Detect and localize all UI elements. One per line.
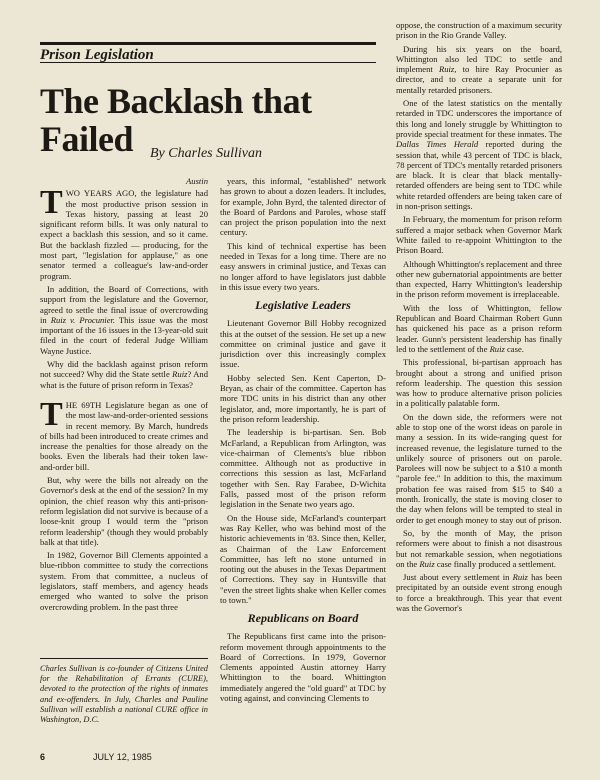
paragraph: Although Whittington's replacement and three other new gubernatorial appointments are better than expected, Harry Whittington's leadership in the prison reform movement is irreplaceable. [396,258,562,300]
paragraph [396,98,562,211]
paragraph: This professional, bi-partisan approach has brought about a strong and unified prison reform leadership. The question this session was how to produce alternative prison policies in a politically palatable form. [396,357,562,409]
paragraph: The leadership is bi-partisan. Sen. Bob McFarland, a Republican from Arlington, was vice-chairman of Clements's blue ribbon committee. Although not as productive in corrections this session as last, McFarland together with Sen. Ray Farabee, D-Wichita Falls, passed most of the prison reform legislation in the Senate two years ago. [220,427,386,510]
author-bio: Charles Sullivan is co-founder of Citizens United for the Rehabilitation of Errants (CURE), devoted to the protection of the rights of inmates and ex-offenders. In July, Charles and Pauline Sullivan will establish a national CURE office in Washington, D.C. [40,664,208,725]
paragraph: In 1982, Governor Bill Clements appointed a blue-ribbon committee to study the corrections system. From that committee, a nucleus of legislators, staff members, and agency heads emerged who wanted to solve the prison overcrowding problem. In the past three [40,550,208,612]
paragraph: years, this informal, "established" network has grown to about a dozen leaders. It includes, for example, John Byrd, the talented director of the Board of Pardons and Paroles, whose staff can project the prison population into the next century. [220,176,386,238]
case-name: Ruiz [512,572,528,583]
case-name: Ruiz v. Procunier. [50,314,116,325]
paragraph-text: Why did the backlash against prison reform not succeed? Why did the State settle [40,359,208,380]
paragraph: The Republicans first came into the prison-reform movement through appointments to the Board of Corrections. In 1979, Governor Clements appointed Austin attorney Harry Whittington to the board. Whittington immediately angered the "old guard" at TDC by voting against, and convincing Clements to [220,631,386,704]
paragraph [396,572,562,613]
paragraph: This kind of technical expertise has been needed in Texas for a long time. There are no easy answers in criminal justice, and Texas can no longer afford to have legislators just dabble in this issue every two years. [220,240,386,292]
paragraph-text: With the loss of Whittington, fellow Republican and Board Chairman Robert Gunn has quickened his pace as a prison reform leader. Gunn's persistent leadership has finally led to the settlement of the [396,302,562,354]
paragraph [396,303,562,354]
paragraph [396,528,562,569]
drop-cap: T [40,395,63,433]
byline: By Charles Sullivan [150,146,262,161]
column-1 [40,176,208,615]
paragraph: On the House side, McFarland's counterpart was Ray Keller, who was behind most of the historic achievements in '83. Since then, Keller, as Chairman of the Law Enforcement Committee, has left no stone unturned in rooting out the abuses in the Texas Department of Corrections. They say in Huntsville that "even the street lights shake when Keller comes to town." [220,512,386,605]
paragraph-text: In addition, the Board of Corrections, with support from the legislature and the Governor, agreed to settle the final issue of overcrowding in [40,283,208,325]
paragraph-text: During his six years on the board, Whittington also led TDC to settle and implement [396,43,562,75]
paragraph [40,395,208,472]
paragraph-text: So, by the month of May, the prison reformers were about to finish a not disastrous but not remarkable session, when negotiations on the [396,527,562,569]
paragraph [40,359,208,390]
case-name: Ruiz [438,64,455,75]
case-name: Ruiz [489,343,505,354]
paragraph-text: case. [504,343,524,354]
drop-cap: T [40,184,63,222]
paragraph [40,284,208,356]
paragraph-text: This issue was the most important of the 16 issues in the 13-year-old suit filed in the court of federal Judge William Wayne Justice. [40,314,208,356]
paragraph-text: Just about every settlement in [403,572,513,583]
bio-rule [40,658,208,659]
paragraph-text: reported during the session that, while 43 percent of TDC is black, 78 percent of TDC's mentally retarded prisoners are black. It is clear that black mentally-retarded offenders are being sent to TDC while white retarded offenders are being taken care of in non-prison settings. [396,139,562,212]
column-3 [396,20,562,616]
paragraph-text: case finally produced a settlement. [434,558,556,569]
paragraph-text: WO YEARS AGO, the legislature had the most productive prison session in Texas history, passing at least 20 significant reform bills. It was only natural to expect a backlash this session, and so it came. But the backlash fizzled — producing, for the most part, "legislation for applause," as one senator termed a colleague's law-and-order program. [40,188,208,281]
subhead-republicans-on-board: Republicans on Board [247,611,359,626]
section-kicker: Prison Legislation [40,42,376,64]
page-footer [40,752,152,762]
paragraph-text: has been precipitated by an outside event strong enough to force a breakthrough. This year that event was the Governor's [396,572,562,614]
case-name: Ruiz [419,558,435,569]
paragraph: oppose, the construction of a maximum security prison in the Rio Grande Valley. [396,20,562,41]
paragraph [396,44,562,95]
case-name: Ruiz [172,369,188,380]
paragraph-text: One of the latest statistics on the mentally retarded in TDC underscores the importance of this long and lonely struggle by Whittington to provide special treatment for these inmates. The [396,98,562,139]
paragraph-text: ? And what is the future of prison reform in Texas? [40,369,208,390]
paragraph: Hobby selected Sen. Kent Caperton, D-Bryan, as chair of the committee. Caperton has more TDC units in his district than any other legislator, and, more importantly, he is part of the prison reform leadership. [220,372,386,424]
paragraph: But, why were the bills not already on the Governor's desk at the end of the session? In my opinion, the chief reason why this anti-prison-reform legislation did not survive is because of a loose-knit group I would term the "prison reform leadership" (though they would probably balk at that title). [40,475,208,547]
page-number: 6 [40,752,46,762]
paragraph: On the down side, the reformers were not able to stop one of the worst ideas on parole in many a session. In its wide-ranging quest for increased revenue, the legislature turned to the unlikely source of prisoners out on parole. Parolees will now be subject to a $10 a month "parole fee." In addition to this, the maximum probation fee was raised from $15 to $40 a month. Ironically, the state is moving closer to the day when felons will be tempted to steal in order to get enough money to stay out of prison. [396,411,562,525]
dateline: Austin [186,176,208,186]
paragraph-text: HE 69TH Legislature began as one of the most law-and-order-oriented sessions in recent memory. By March, hundreds of bills had been introduced to create crimes and increase the penalties for those already on the books. Even the liberals had their token law-and-order bill. [40,399,208,472]
issue-date: JULY 12, 1985 [93,752,152,762]
paragraph: In February, the momentum for prison reform suffered a major setback when Governor Mark White failed to re-appoint Whittington to the Prison Board. [396,214,562,256]
newspaper-name: Dallas Times Herald [396,139,479,150]
column-2 [220,176,386,706]
headline: The Backlash that Failed [40,81,312,159]
paragraph [40,184,208,281]
paragraph-text: , to hire Ray Procunier as director, and to create a separate unit for mentally retarded prisoners. [396,64,562,95]
subhead-legislative-leaders: Legislative Leaders [255,298,351,313]
kicker-rule [40,62,376,63]
paragraph: Lieutenant Governor Bill Hobby recognized this at the outset of the session. He set up a new committee on criminal justice and gave it jurisdiction over this increasingly complex issue. [220,318,386,370]
